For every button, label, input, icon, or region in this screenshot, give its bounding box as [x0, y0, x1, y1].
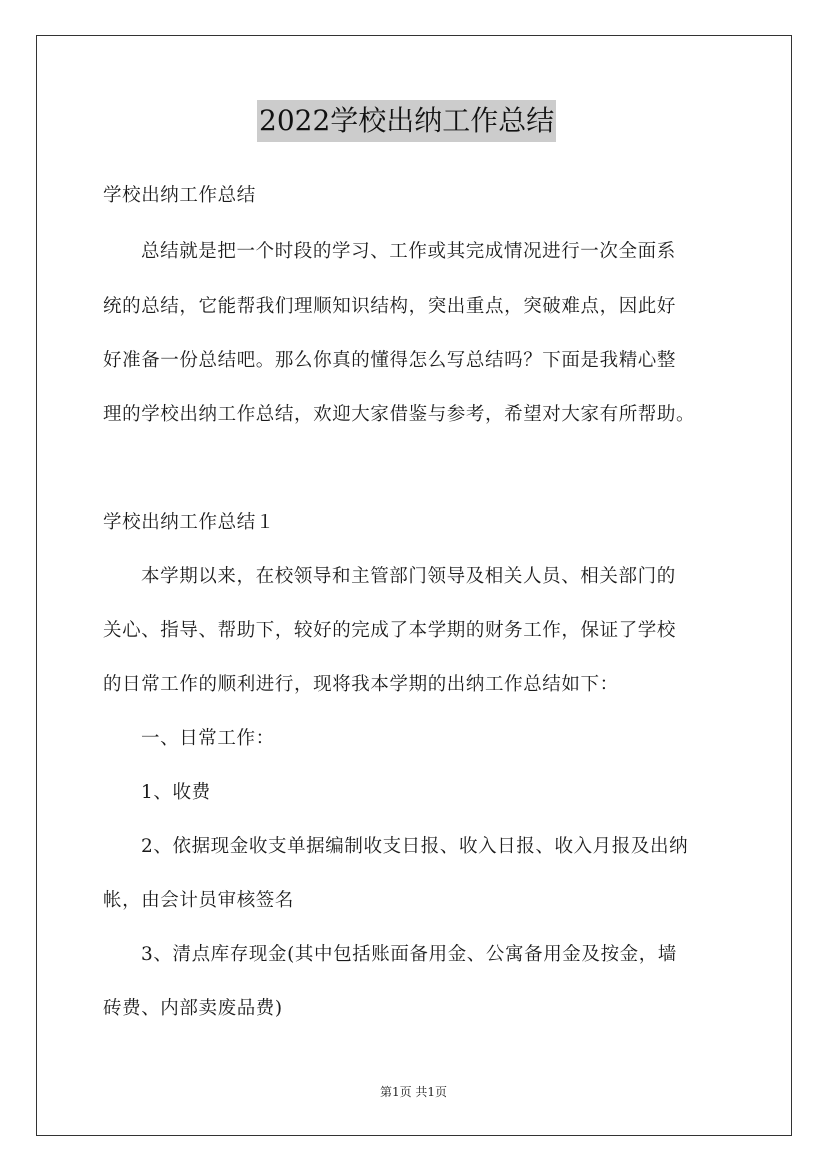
- paragraph-line: 好准备一份总结吧。那么你真的懂得怎么写总结吗？下面是我精心整: [103, 350, 677, 371]
- list-item-continuation: 帐，由会计员审核签名: [103, 890, 295, 911]
- list-heading: 一、日常工作：: [141, 728, 275, 749]
- list-item: 2、依据现金收支单据编制收支日报、收入日报、收入月报及出纳: [141, 836, 689, 857]
- paragraph-line: 理的学校出纳工作总结，欢迎大家借鉴与参考，希望对大家有所帮助。: [103, 404, 696, 425]
- paragraph-line: 的日常工作的顺利进行，现将我本学期的出纳工作总结如下：: [103, 674, 619, 695]
- paragraph-line: 总结就是把一个时段的学习、工作或其完成情况进行一次全面系: [141, 241, 676, 262]
- paragraph-line: 统的总结，它能帮我们理顺知识结构，突出重点，突破难点，因此好: [103, 296, 677, 317]
- page-footer: 第1页 共1页: [379, 1085, 448, 1099]
- document-title: 2022学校出纳工作总结: [257, 100, 556, 142]
- list-item: 3、清点库存现金(其中包括账面备用金、公寓备用金及按金，墙: [141, 944, 677, 965]
- section-heading: 学校出纳工作总结: [103, 185, 256, 206]
- paragraph-line: 本学期以来，在校领导和主管部门领导及相关人员、相关部门的: [141, 566, 676, 587]
- paragraph-line: 关心、指导、帮助下，较好的完成了本学期的财务工作，保证了学校: [103, 620, 677, 641]
- section-heading: 学校出纳工作总结１: [103, 512, 275, 533]
- list-item-continuation: 砖费、内部卖废品费): [103, 998, 283, 1019]
- list-item: 1、收费: [141, 782, 211, 803]
